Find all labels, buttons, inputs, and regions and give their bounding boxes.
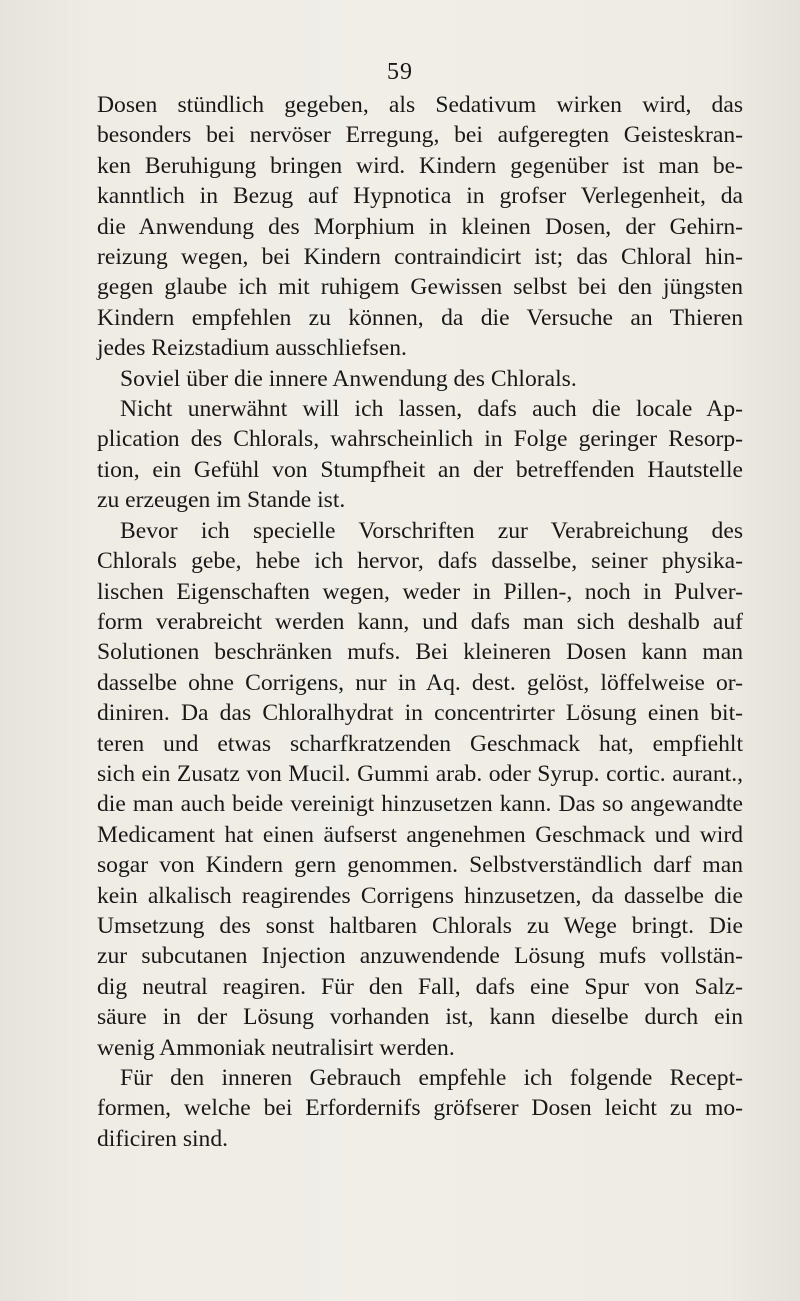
text-line: Solutionen beschränken mufs. Bei kleineren Dosen kann man	[97, 639, 743, 666]
text-line: zur subcutanen Injection anzuwendende Lösung mufs vollstän-	[97, 943, 743, 970]
text-line: lischen Eigenschaften wegen, weder in Pillen-, noch in Pulver-	[97, 578, 743, 605]
text-line: dasselbe ohne Corrigens, nur in Aq. dest. gelöst, löffelweise or-	[97, 669, 743, 696]
text-line: dig neutral reagiren. Für den Fall, dafs eine Spur von Salz-	[97, 973, 743, 1000]
body-text	[97, 90, 743, 1154]
text-line: jedes Reizstadium ausschliefsen.	[97, 335, 407, 362]
text-line: plication des Chlorals, wahrscheinlich in Folge geringer Resorp-	[97, 426, 743, 453]
text-line: säure in der Lösung vorhanden ist, kann dieselbe durch ein	[97, 1004, 743, 1031]
text-line: formen, welche bei Erfordernifs gröfserer Dosen leicht zu mo-	[97, 1095, 743, 1122]
text-line: kanntlich in Bezug auf Hypnotica in grofser Verlegenheit, da	[97, 183, 743, 210]
text-line: Umsetzung des sonst haltbaren Chlorals zu Wege bringt. Die	[97, 912, 743, 939]
text-line: form verabreicht werden kann, und dafs man sich deshalb auf	[97, 608, 743, 635]
text-line: die man auch beide vereinigt hinzusetzen kann. Das so angewandte	[97, 791, 743, 818]
text-line: wenig Ammoniak neutralisirt werden.	[97, 1034, 455, 1061]
text-line: teren und etwas scharfkratzenden Geschmack hat, empfiehlt	[97, 730, 743, 757]
text-line: Dosen stündlich gegeben, als Sedativum wirken wird, das	[97, 92, 743, 118]
text-line: tion, ein Gefühl von Stumpfheit an der betreffenden Hautstelle	[97, 456, 743, 483]
text-line: sich ein Zusatz von Mucil. Gummi arab. oder Syrup. cortic. aurant.,	[97, 760, 743, 787]
text-line: sogar von Kindern gern genommen. Selbstverständlich darf man	[97, 852, 743, 879]
text-line: kein alkalisch reagirendes Corrigens hinzusetzen, da dasselbe die	[97, 882, 743, 909]
text-line: Nicht unerwähnt will ich lassen, dafs auch die locale Ap-	[120, 396, 743, 423]
text-line: Kindern empfehlen zu können, da die Versuche an Thieren	[97, 304, 743, 331]
text-line: besonders bei nervöser Erregung, bei aufgeregten Geisteskran-	[97, 122, 743, 149]
text-line: dificiren sind.	[97, 1125, 229, 1152]
text-line: Für den inneren Gebrauch empfehle ich folgende Recept-	[120, 1065, 743, 1091]
text-line: Medicament hat einen äufserst angenehmen Geschmack und wird	[97, 821, 743, 848]
text-line: diniren. Da das Chloralhydrat in concentrirter Lösung einen bit-	[97, 700, 743, 727]
text-line: zu erzeugen im Stande ist.	[97, 487, 346, 514]
text-line: die Anwendung des Morphium in kleinen Dosen, der Gehirn-	[97, 213, 743, 240]
text-line: Chlorals gebe, hebe ich hervor, dafs dasselbe, seiner physika-	[97, 548, 743, 575]
text-line: ken Beruhigung bringen wird. Kindern gegenüber ist man be-	[97, 152, 743, 179]
text-line: gegen glaube ich mit ruhigem Gewissen selbst bei den jüngsten	[97, 274, 743, 301]
page-number: 59	[387, 59, 413, 85]
text-line: Soviel über die innere Anwendung des Chlorals.	[120, 365, 577, 392]
text-line: reizung wegen, bei Kindern contraindicirt ist; das Chloral hin-	[97, 244, 743, 271]
text-line: Bevor ich specielle Vorschriften zur Verabreichung des	[120, 517, 743, 544]
